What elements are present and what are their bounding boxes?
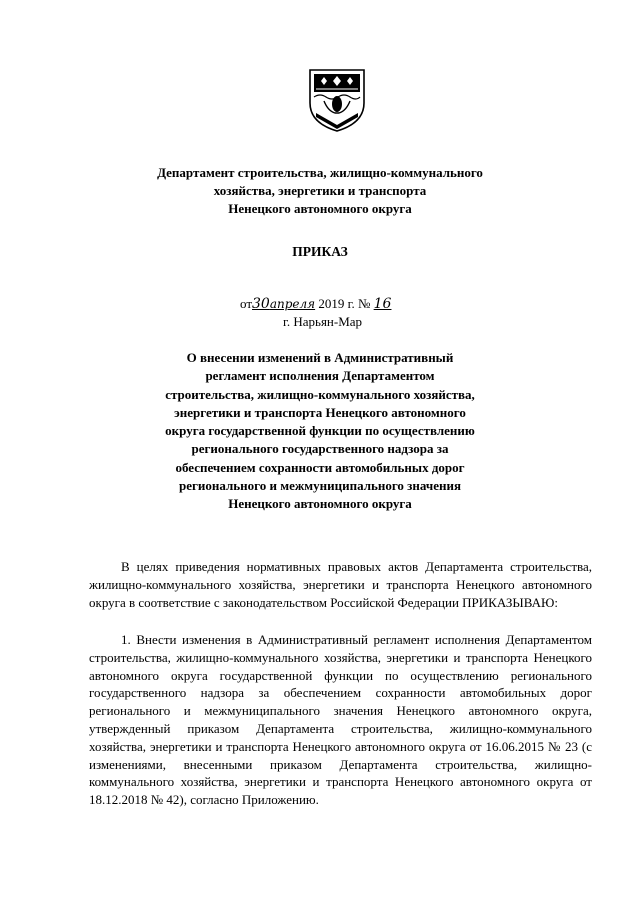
body-paragraph: В целях приведения нормативных правовых актов Департамента строительства, жилищно-коммунального хозяйства, энергетики и транспорта Ненецкого автономного округа в соответствие с законодательством Российской Федерации ПРИКАЗЫВАЮ: — [89, 559, 592, 610]
subject-line: регионального государственного надзора за — [191, 441, 449, 457]
order-subject — [0, 349, 640, 514]
subject-line: обеспечением сохранности автомобильных дорог — [175, 459, 465, 475]
subject-line: регионального и межмуниципального значения — [179, 478, 461, 494]
subject-line: строительства, жилищно-коммунального хозяйства, — [165, 386, 475, 402]
order-date-line — [240, 296, 391, 312]
order-title: ПРИКАЗ — [292, 244, 348, 259]
date-year: 2019 г. № — [318, 296, 371, 311]
subject-line: Ненецкого автономного округа — [228, 496, 412, 512]
department-line: Ненецкого автономного округа — [228, 201, 412, 216]
city: г. Нарьян-Мар — [283, 314, 363, 329]
handwritten-month: апреля — [269, 297, 316, 311]
subject-line: округа государственной функции по осуществлению — [165, 423, 475, 439]
coat-of-arms-emblem — [302, 67, 372, 133]
subject-line: О внесении изменений в Административный — [186, 350, 454, 365]
department-name — [0, 164, 640, 218]
date-prefix: от — [240, 296, 253, 311]
body-paragraph: 1. Внести изменения в Административный регламент исполнения Департаментом строительства, жилищно-коммунального хозяйства, энергетики и транспорта Ненецкого автономного округа государственной функции по осуществлению регионального государственного надзора за обеспечением сохранности автомобильных дорог регионального и межмуниципального значения Ненецкого автономного округа, утвержденный приказом Департамента строительства, жилищно-коммунального хозяйства, энергетики и транспорта Ненецкого автономного округа от 16.06.2015 № 23 (с изменениями, внесенными приказом Департамента строительства, жилищно-коммунального хозяйства, энергетики и транспорта Ненецкого автономного округа от 18.12.2018 № 42), согласно Приложению. — [89, 632, 592, 808]
handwritten-day: 30 — [252, 296, 270, 312]
subject-line: энергетики и транспорта Ненецкого автономного — [174, 404, 466, 420]
department-line: хозяйства, энергетики и транспорта — [213, 183, 427, 198]
subject-line: регламент исполнения Департаментом — [205, 368, 435, 384]
handwritten-number: 16 — [373, 296, 392, 312]
department-line: Департамент строительства, жилищно-коммунального — [157, 165, 483, 180]
